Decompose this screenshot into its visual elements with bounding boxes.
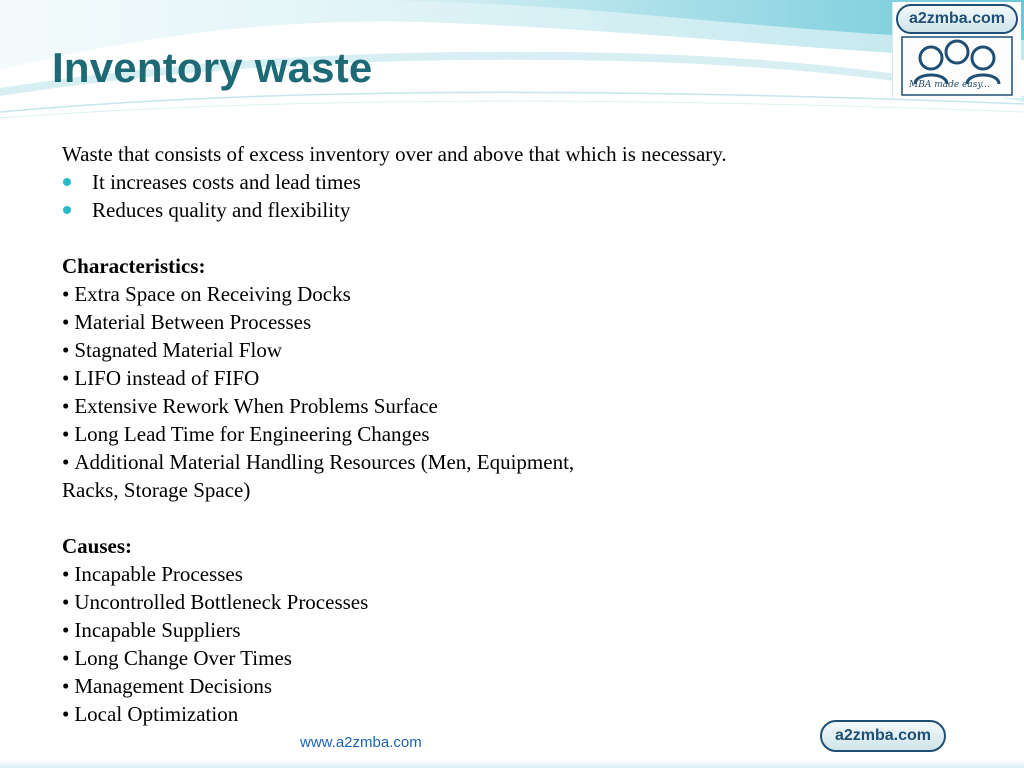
slide-body (62, 140, 942, 728)
characteristic-item: • LIFO instead of FIFO (62, 366, 260, 390)
bullet-icon: • (62, 422, 70, 446)
cause-item: • Management Decisions (62, 674, 273, 698)
bullet-icon: • (62, 590, 70, 614)
bullet-icon: • (62, 394, 70, 418)
bullet-icon: • (62, 282, 70, 306)
logo-tagline: MBA made easy... (909, 80, 990, 90)
cause-item: • Incapable Suppliers (62, 618, 241, 642)
teal-dot-icon (63, 206, 71, 214)
impact-item-text: It increases costs and lead times (92, 170, 361, 194)
impact-item (62, 196, 942, 224)
bullet-icon: • (62, 310, 70, 334)
characteristic-item: • Material Between Processes (62, 310, 312, 334)
footer-link[interactable]: www.a2zmba.com (300, 734, 422, 751)
characteristic-continuation: Racks, Storage Space) (62, 478, 251, 502)
cause-item: • Incapable Processes (62, 562, 243, 586)
footer-logo[interactable]: a2zmba.com (820, 720, 946, 752)
cause-item: • Local Optimization (62, 702, 239, 726)
cause-item: • Uncontrolled Bottleneck Processes (62, 590, 369, 614)
impact-item (62, 168, 942, 196)
intro-text: Waste that consists of excess inventory over and above that which is necessary. (62, 142, 727, 166)
characteristic-item: • Extensive Rework When Problems Surface (62, 394, 438, 418)
bullet-icon: • (62, 338, 70, 362)
causes-heading: Causes: (62, 534, 133, 558)
characteristic-item: • Stagnated Material Flow (62, 338, 282, 362)
characteristics-heading: Characteristics: (62, 254, 206, 278)
bullet-icon: • (62, 646, 70, 670)
bullet-icon: • (62, 674, 70, 698)
brand-logo (892, 2, 1021, 98)
slide-title: Inventory waste (52, 44, 373, 91)
characteristic-item: • Long Lead Time for Engineering Changes (62, 422, 430, 446)
footer-decoration (0, 760, 1024, 768)
bullet-icon: • (62, 366, 70, 390)
bullet-icon: • (62, 562, 70, 586)
teal-dot-icon (63, 178, 71, 186)
impact-item-text: Reduces quality and flexibility (92, 198, 351, 222)
bullet-icon: • (62, 618, 70, 642)
bullet-icon: • (62, 702, 70, 726)
logo-wordmark: a2zmba.com (896, 4, 1018, 34)
bullet-icon: • (62, 450, 70, 474)
cause-item: • Long Change Over Times (62, 646, 292, 670)
characteristic-item: • Extra Space on Receiving Docks (62, 282, 351, 306)
characteristic-item: • Additional Material Handling Resources (Men, Equipment, (62, 450, 575, 474)
